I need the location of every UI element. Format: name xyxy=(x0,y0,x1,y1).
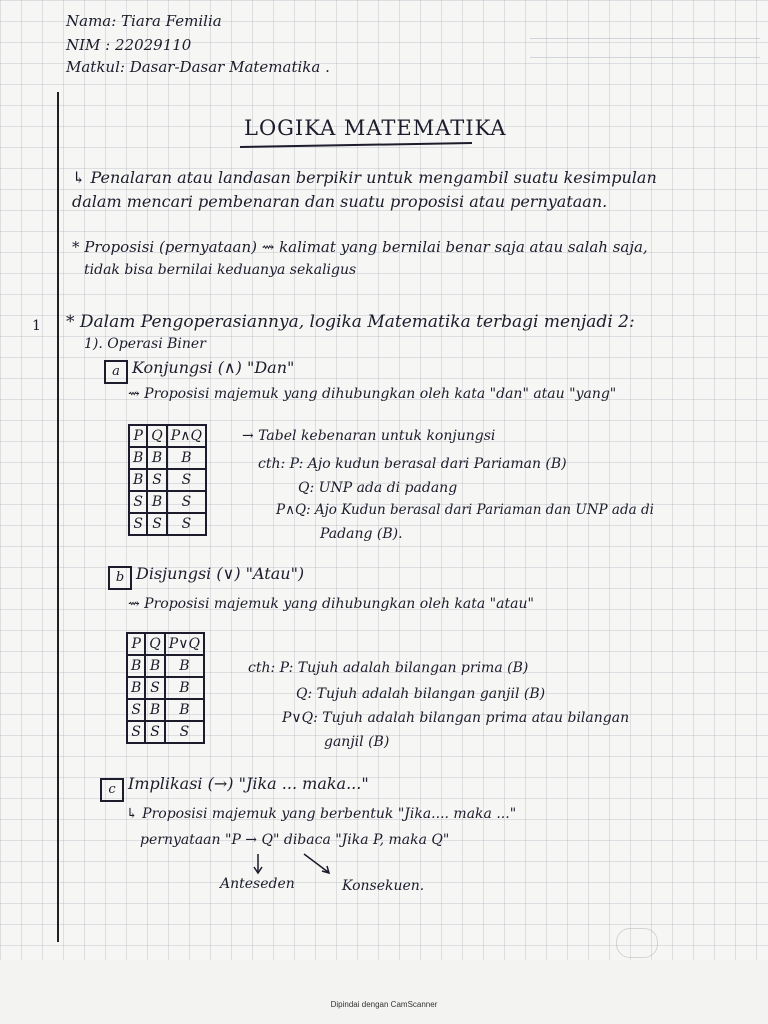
table-cell: S xyxy=(167,513,206,535)
disjungsi-heading: Disjungsi (∨) "Atau") xyxy=(136,564,305,583)
operasi-line-2: 1). Operasi Biner xyxy=(84,336,206,352)
table-header-cell: P∧Q xyxy=(167,425,206,447)
table-cell: B xyxy=(165,677,204,699)
konjungsi-example-q: Q: UNP ada di padang xyxy=(298,480,458,496)
table-row xyxy=(129,491,206,513)
table-header-cell: P xyxy=(127,633,145,655)
table-cell: B xyxy=(165,655,204,677)
disjungsi-example-pq-2: ganjil (B) xyxy=(324,734,390,750)
disjungsi-truth-table xyxy=(126,632,205,744)
header-nim: NIM : 22029110 xyxy=(66,36,192,54)
konjungsi-heading: Konjungsi (∧) "Dan" xyxy=(132,358,295,377)
implikasi-konsekuen: Konsekuen. xyxy=(342,878,425,894)
disjungsi-desc: ⇝ Proposisi majemuk yang dihubungkan oleh kata "atau" xyxy=(128,596,534,612)
table-cell: S xyxy=(129,513,147,535)
table-cell: S xyxy=(147,513,166,535)
konjungsi-letter-box: a xyxy=(104,360,128,384)
table-cell: B xyxy=(129,447,147,469)
disjungsi-example-p: cth: P: Tujuh adalah bilangan prima (B) xyxy=(248,660,529,676)
scanner-footer: Dipindai dengan CamScanner xyxy=(330,1000,438,1009)
table-cell: S xyxy=(127,721,145,743)
table-row xyxy=(129,447,206,469)
table-header-row xyxy=(129,425,206,447)
table-header-row xyxy=(127,633,204,655)
table-row xyxy=(127,699,204,721)
implikasi-pernyataan: pernyataan "P → Q" dibaca "Jika P, maka Q" xyxy=(140,832,450,848)
table-cell: B xyxy=(127,655,145,677)
implikasi-desc: ↳ Proposisi majemuk yang berbentuk "Jika.... maka ..." xyxy=(126,806,517,822)
table-row xyxy=(129,513,206,535)
header-lines xyxy=(530,20,760,58)
table-cell: B xyxy=(167,447,206,469)
table-header-cell: Q xyxy=(147,425,166,447)
table-cell: B xyxy=(129,469,147,491)
proposisi-line-2: tidak bisa bernilai keduanya sekaligus xyxy=(84,262,357,278)
implikasi-arrows xyxy=(240,852,340,878)
konjungsi-truth-table xyxy=(128,424,207,536)
disjungsi-example-q: Q: Tujuh adalah bilangan ganjil (B) xyxy=(296,686,546,702)
operasi-line-1: * Dalam Pengoperasiannya, logika Matematika terbagi menjadi 2: xyxy=(66,312,635,332)
table-cell: S xyxy=(167,491,206,513)
table-cell: S xyxy=(129,491,147,513)
table-row xyxy=(127,721,204,743)
konjungsi-desc: ⇝ Proposisi majemuk yang dihubungkan oleh kata "dan" atau "yang" xyxy=(128,386,617,402)
scan-stamp xyxy=(616,928,658,958)
table-row xyxy=(127,677,204,699)
table-cell: B xyxy=(127,677,145,699)
table-cell: S xyxy=(145,677,164,699)
table-cell: S xyxy=(145,721,164,743)
disjungsi-example-pq-1: P∨Q: Tujuh adalah bilangan prima atau bilangan xyxy=(282,710,630,726)
table-cell: S xyxy=(167,469,206,491)
konjungsi-example-p: cth: P: Ajo kudun berasal dari Pariaman (B) xyxy=(258,456,567,472)
intro-line-1: ↳ Penalaran atau landasan berpikir untuk mengambil suatu kesimpulan xyxy=(72,168,657,187)
header-matkul: Matkul: Dasar-Dasar Matematika . xyxy=(66,58,330,76)
implikasi-letter-box: c xyxy=(100,778,124,802)
table-cell: B xyxy=(147,491,166,513)
table-header-cell: P xyxy=(129,425,147,447)
page-title: LOGIKA MATEMATIKA xyxy=(244,116,507,140)
disjungsi-letter-box: b xyxy=(108,566,132,590)
table-cell: B xyxy=(147,447,166,469)
table-row xyxy=(129,469,206,491)
table-cell: S xyxy=(127,699,145,721)
margin-mark: 1 xyxy=(32,318,41,334)
intro-line-2: dalam mencari pembenaran dan suatu proposisi atau pernyataan. xyxy=(72,192,608,211)
proposisi-line-1: * Proposisi (pernyataan) ⇝ kalimat yang bernilai benar saja atau salah saja, xyxy=(72,238,648,256)
table-cell: B xyxy=(145,699,164,721)
konjungsi-table-note: → Tabel kebenaran untuk konjungsi xyxy=(242,428,496,444)
table-cell: S xyxy=(165,721,204,743)
implikasi-heading: Implikasi (→) "Jika ... maka..." xyxy=(128,774,369,793)
table-cell: S xyxy=(147,469,166,491)
table-header-cell: P∨Q xyxy=(165,633,204,655)
table-row xyxy=(127,655,204,677)
table-cell: B xyxy=(145,655,164,677)
title-underline xyxy=(240,142,472,148)
konjungsi-example-pq-1: P∧Q: Ajo Kudun berasal dari Pariaman dan UNP ada di xyxy=(276,502,654,518)
konjungsi-example-pq-2: Padang (B). xyxy=(320,526,403,542)
header-nama: Nama: Tiara Femilia xyxy=(66,12,222,30)
table-cell: B xyxy=(165,699,204,721)
margin-line xyxy=(57,92,59,942)
implikasi-anteseden: Anteseden xyxy=(220,876,295,892)
table-header-cell: Q xyxy=(145,633,164,655)
